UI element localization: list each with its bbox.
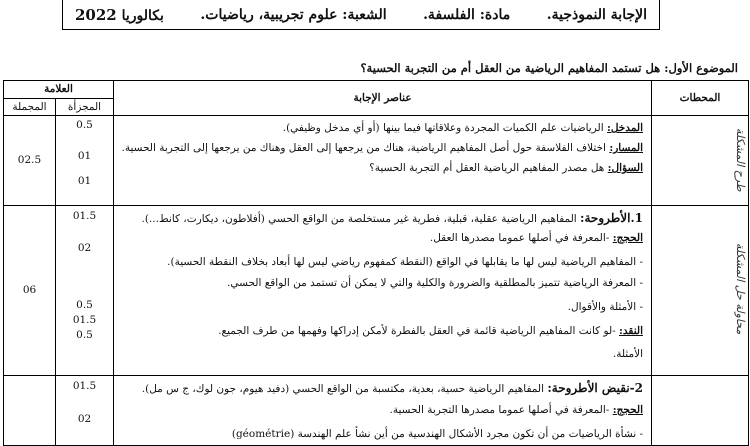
header-exam bbox=[75, 6, 164, 24]
answer-line: المدخل: الرياضيات علم الكميات المجردة وعلاقاتها فيما بينها (أو أي مدخل وظيفي). bbox=[282, 122, 644, 134]
total-header: المجملة bbox=[4, 99, 56, 116]
answer-line: - المعرفة الرياضية تتميز بالمطلقية والضرورة والكلية والتي لا يمكن أن تستمد من الواقع الحسي. bbox=[227, 277, 644, 289]
point-value: 01.5 bbox=[72, 210, 97, 222]
answer-line: 1.الأطروحة: المفاهيم الرياضية عقلية، قبلية، فطرية غير مستخلصة من الواقع الحسي (أفلاطون، ديكارت، كانط...). bbox=[141, 211, 644, 225]
stage-cell bbox=[652, 206, 749, 376]
stage-label bbox=[652, 382, 748, 442]
answer-line: المسار: اختلاف الفلاسفة حول أصل المفاهيم الرياضية، هناك من يرجعها إلى العقل وهناك من يرجعها إلى التجربة الحسية. bbox=[121, 142, 644, 154]
answer-line: 2-نقيض الأطروحة: المفاهيم الرياضية حسية، بعدية، مكتسبة من الواقع الحسي (دفيد هيوم، جون لوك، ج س مل). bbox=[141, 381, 644, 395]
answer-line: النقد: -لو كانت المفاهيم الرياضية قائمة في العقل بالفطرة لأمكن إدراكها وفهمها من طرف الجميع. bbox=[218, 325, 644, 337]
answer-cell bbox=[114, 376, 652, 446]
topic-question: الموضوع الأول: هل تستمد المفاهيم الرياضية من العقل أم من التجربة الحسية؟ bbox=[360, 61, 738, 75]
point-value: 0.5 bbox=[76, 299, 93, 311]
header-model: الإجابة النموذجية. bbox=[546, 6, 647, 23]
point-value: 02 bbox=[77, 242, 92, 254]
header-exam-label: بكالوريا bbox=[121, 7, 164, 24]
row-total bbox=[4, 376, 56, 446]
point-value: 02 bbox=[77, 413, 92, 425]
stage-label: محاولة حل المشكلة bbox=[734, 243, 748, 335]
exam-header bbox=[62, 0, 660, 30]
stage-label: طرح المشكلة bbox=[734, 128, 748, 192]
partial-header: المجزأة bbox=[56, 99, 114, 116]
table-row bbox=[4, 116, 749, 206]
answer-cell bbox=[114, 116, 652, 206]
point-value: 01.5 bbox=[72, 314, 97, 326]
answer-line: الحجج: -المعرفة في أصلها عموما مصدرها التجربة الحسية. bbox=[389, 404, 644, 416]
point-value: 01 bbox=[77, 150, 92, 162]
answer-line: الحجج: -المعرفة في أصلها عموما مصدرها العقل. bbox=[429, 232, 644, 244]
stages-header: المحطات bbox=[652, 81, 749, 116]
answer-line: - الأمثلة والأقوال. bbox=[567, 301, 644, 313]
answer-line: - المفاهيم الرياضية ليس لها ما يقابلها في الواقع (النقطة كمفهوم رياضي ليس لها أبعاد بخلاف النقطة الحسية). bbox=[167, 256, 644, 268]
stage-cell bbox=[652, 376, 749, 446]
row-total: 02.5 bbox=[4, 116, 56, 206]
answer-line: السؤال: هل مصدر المفاهيم الرياضية العقل أم التجربة الحسية؟ bbox=[369, 162, 644, 174]
answer-line: - نشأة الرياضيات من أن تكون مجرد الأشكال الهندسية من أين نشأ علم الهندسة (géométrie) bbox=[231, 428, 644, 440]
row-points bbox=[56, 376, 114, 446]
point-value: 01 bbox=[77, 175, 92, 187]
mark-header: العلامة bbox=[4, 81, 114, 99]
row-points bbox=[56, 206, 114, 376]
header-subject: مادة: الفلسفة. bbox=[423, 6, 511, 23]
row-points bbox=[56, 116, 114, 206]
point-value: 0.5 bbox=[76, 329, 93, 341]
answer-cell bbox=[114, 206, 652, 376]
header-year: 2022 bbox=[75, 5, 117, 24]
answer-header: عناصر الإجابة bbox=[114, 81, 652, 116]
header-branch: الشعبة: علوم تجريبية، رياضيات. bbox=[200, 6, 387, 23]
row-total: 06 bbox=[4, 206, 56, 376]
point-value: 0.5 bbox=[76, 119, 93, 131]
point-value: 01.5 bbox=[72, 380, 97, 392]
answer-line: الأمثلة. bbox=[612, 348, 644, 360]
table-row bbox=[4, 376, 749, 446]
answer-table bbox=[3, 80, 749, 446]
stage-cell bbox=[652, 116, 749, 206]
table-row bbox=[4, 206, 749, 376]
